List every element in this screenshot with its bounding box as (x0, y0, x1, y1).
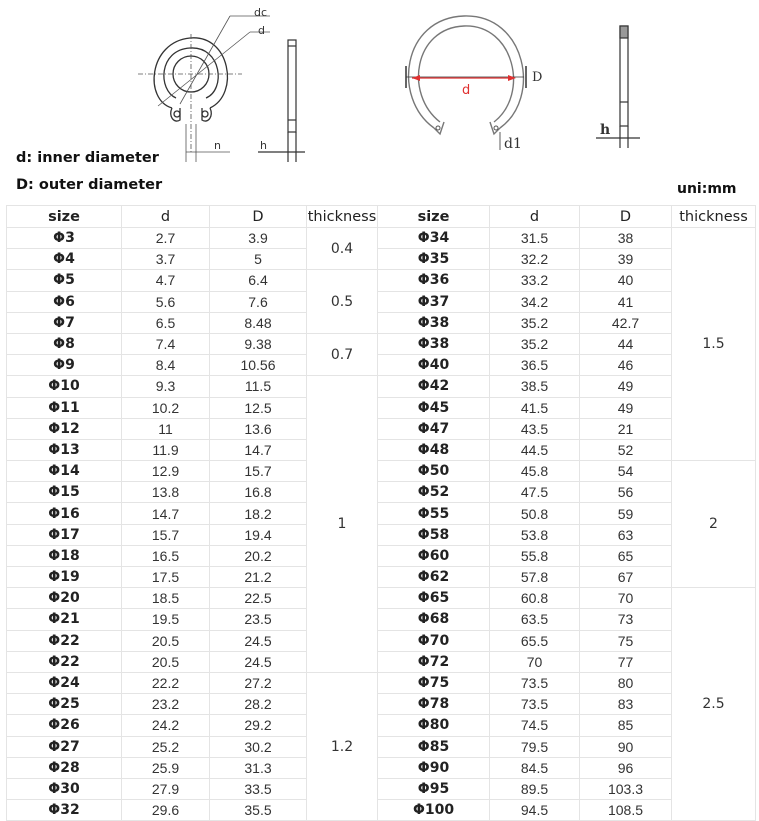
thickness-cell: 2.5 (672, 588, 756, 821)
size-cell: Φ16 (7, 503, 122, 524)
inner-diameter-cell: 6.5 (122, 312, 210, 333)
outer-diameter-cell: 75 (580, 630, 672, 651)
ring-diameter-diagram (396, 8, 566, 156)
size-cell: Φ21 (7, 609, 122, 630)
outer-diameter-cell: 63 (580, 524, 672, 545)
table-row (7, 461, 756, 482)
table-row (7, 228, 756, 249)
inner-diameter-cell: 38.5 (490, 376, 580, 397)
outer-diameter-cell: 33.5 (210, 778, 307, 799)
thickness-cell: 2 (672, 461, 756, 588)
outer-diameter-cell: 49 (580, 376, 672, 397)
inner-diameter-cell: 63.5 (490, 609, 580, 630)
thickness-cell: 1 (307, 376, 378, 673)
unit-label: uni:mm (677, 181, 737, 197)
inner-diameter-cell: 50.8 (490, 503, 580, 524)
header-size: size (7, 206, 122, 228)
outer-diameter-cell: 21 (580, 418, 672, 439)
table-row (7, 482, 756, 503)
header-inner-diameter: d (122, 206, 210, 228)
outer-diameter-cell: 3.9 (210, 228, 307, 249)
inner-diameter-cell: 11 (122, 418, 210, 439)
inner-diameter-cell: 14.7 (122, 503, 210, 524)
table-row (7, 630, 756, 651)
size-cell: Φ32 (7, 800, 122, 821)
inner-diameter-cell: 74.5 (490, 715, 580, 736)
size-cell: Φ72 (378, 651, 490, 672)
size-cell: Φ27 (7, 736, 122, 757)
size-cell: Φ10 (7, 376, 122, 397)
inner-diameter-cell: 25.2 (122, 736, 210, 757)
table-row (7, 588, 756, 609)
inner-diameter-cell: 33.2 (490, 270, 580, 291)
thickness-cell: 0.4 (307, 228, 378, 270)
outer-diameter-cell: 73 (580, 609, 672, 630)
outer-diameter-cell: 22.5 (210, 588, 307, 609)
outer-diameter-cell: 52 (580, 439, 672, 460)
table-row (7, 333, 756, 354)
outer-diameter-cell: 108.5 (580, 800, 672, 821)
size-cell: Φ11 (7, 397, 122, 418)
outer-diameter-cell: 7.6 (210, 291, 307, 312)
outer-diameter-cell: 56 (580, 482, 672, 503)
size-cell: Φ8 (7, 333, 122, 354)
label-n: n (214, 139, 221, 152)
size-cell: Φ80 (378, 715, 490, 736)
outer-diameter-cell: 70 (580, 588, 672, 609)
ring-thickness-diagram (596, 22, 646, 152)
inner-diameter-cell: 17.5 (122, 567, 210, 588)
inner-diameter-cell: 32.2 (490, 249, 580, 270)
size-cell: Φ75 (378, 672, 490, 693)
size-cell: Φ12 (7, 418, 122, 439)
outer-diameter-cell: 23.5 (210, 609, 307, 630)
outer-diameter-cell: 46 (580, 355, 672, 376)
table-row (7, 694, 756, 715)
size-cell: Φ18 (7, 545, 122, 566)
size-cell: Φ26 (7, 715, 122, 736)
table-row (7, 545, 756, 566)
outer-diameter-cell: 10.56 (210, 355, 307, 376)
outer-diameter-cell: 9.38 (210, 333, 307, 354)
outer-diameter-cell: 39 (580, 249, 672, 270)
size-cell: Φ14 (7, 461, 122, 482)
outer-diameter-cell: 12.5 (210, 397, 307, 418)
outer-diameter-cell: 13.6 (210, 418, 307, 439)
size-cell: Φ30 (7, 778, 122, 799)
size-cell: Φ17 (7, 524, 122, 545)
inner-diameter-cell: 31.5 (490, 228, 580, 249)
outer-diameter-cell: 44 (580, 333, 672, 354)
inner-diameter-cell: 47.5 (490, 482, 580, 503)
inner-diameter-cell: 73.5 (490, 672, 580, 693)
size-cell: Φ22 (7, 630, 122, 651)
size-cell: Φ100 (378, 800, 490, 821)
table-row (7, 270, 756, 291)
outer-diameter-cell: 41 (580, 291, 672, 312)
table-row (7, 397, 756, 418)
outer-diameter-cell: 67 (580, 567, 672, 588)
size-cell: Φ15 (7, 482, 122, 503)
table-row (7, 609, 756, 630)
outer-diameter-cell: 29.2 (210, 715, 307, 736)
size-cell: Φ20 (7, 588, 122, 609)
inner-diameter-cell: 25.9 (122, 757, 210, 778)
size-cell: Φ50 (378, 461, 490, 482)
inner-diameter-cell: 23.2 (122, 694, 210, 715)
table-row (7, 736, 756, 757)
thickness-cell: 0.7 (307, 333, 378, 375)
inner-diameter-cell: 84.5 (490, 757, 580, 778)
size-cell: Φ25 (7, 694, 122, 715)
outer-diameter-cell: 35.5 (210, 800, 307, 821)
size-cell: Φ36 (378, 270, 490, 291)
size-cell: Φ40 (378, 355, 490, 376)
inner-diameter-cell: 13.8 (122, 482, 210, 503)
table-row (7, 567, 756, 588)
outer-diameter-cell: 21.2 (210, 567, 307, 588)
header-outer-diameter: D (580, 206, 672, 228)
size-cell: Φ45 (378, 397, 490, 418)
inner-diameter-cell: 41.5 (490, 397, 580, 418)
inner-diameter-cell: 19.5 (122, 609, 210, 630)
inner-diameter-cell: 35.2 (490, 312, 580, 333)
size-cell: Φ48 (378, 439, 490, 460)
size-cell: Φ9 (7, 355, 122, 376)
inner-diameter-cell: 24.2 (122, 715, 210, 736)
outer-diameter-cell: 5 (210, 249, 307, 270)
outer-diameter-cell: 40 (580, 270, 672, 291)
outer-diameter-cell: 24.5 (210, 651, 307, 672)
label-d-red: d (462, 83, 471, 98)
label-h-left: h (260, 139, 267, 152)
outer-diameter-cell: 24.5 (210, 630, 307, 651)
outer-diameter-cell: 14.7 (210, 439, 307, 460)
size-cell: Φ24 (7, 672, 122, 693)
inner-diameter-cell: 55.8 (490, 545, 580, 566)
inner-diameter-cell: 79.5 (490, 736, 580, 757)
header-outer-diameter: D (210, 206, 307, 228)
size-cell: Φ85 (378, 736, 490, 757)
table-row (7, 800, 756, 821)
table-row (7, 418, 756, 439)
outer-diameter-cell: 28.2 (210, 694, 307, 715)
inner-diameter-cell: 9.3 (122, 376, 210, 397)
inner-diameter-cell: 45.8 (490, 461, 580, 482)
header-thickness: thickness (307, 206, 378, 228)
inner-diameter-cell: 65.5 (490, 630, 580, 651)
thickness-cell: 1.5 (672, 228, 756, 461)
inner-diameter-cell: 10.2 (122, 397, 210, 418)
inner-diameter-cell: 11.9 (122, 439, 210, 460)
outer-diameter-cell: 15.7 (210, 461, 307, 482)
table-row (7, 524, 756, 545)
inner-diameter-cell: 60.8 (490, 588, 580, 609)
size-cell: Φ19 (7, 567, 122, 588)
size-cell: Φ60 (378, 545, 490, 566)
inner-diameter-cell: 15.7 (122, 524, 210, 545)
size-cell: Φ55 (378, 503, 490, 524)
inner-diameter-cell: 70 (490, 651, 580, 672)
table-row (7, 503, 756, 524)
inner-diameter-cell: 3.7 (122, 249, 210, 270)
size-cell: Φ6 (7, 291, 122, 312)
outer-diameter-cell: 103.3 (580, 778, 672, 799)
label-D: D (532, 70, 543, 85)
size-cell: Φ78 (378, 694, 490, 715)
inner-diameter-cell: 35.2 (490, 333, 580, 354)
outer-diameter-cell: 90 (580, 736, 672, 757)
size-cell: Φ58 (378, 524, 490, 545)
size-cell: Φ70 (378, 630, 490, 651)
inner-diameter-cell: 20.5 (122, 630, 210, 651)
size-cell: Φ37 (378, 291, 490, 312)
size-cell: Φ28 (7, 757, 122, 778)
size-cell: Φ38 (378, 333, 490, 354)
inner-diameter-cell: 16.5 (122, 545, 210, 566)
outer-diameter-cell: 65 (580, 545, 672, 566)
outer-diameter-cell: 6.4 (210, 270, 307, 291)
outer-diameter-cell: 16.8 (210, 482, 307, 503)
outer-diameter-cell: 27.2 (210, 672, 307, 693)
table-row (7, 439, 756, 460)
size-cell: Φ22 (7, 651, 122, 672)
size-cell: Φ3 (7, 228, 122, 249)
header-thickness: thickness (672, 206, 756, 228)
inner-diameter-cell: 94.5 (490, 800, 580, 821)
inner-diameter-cell: 44.5 (490, 439, 580, 460)
legend-inner-diameter: d: inner diameter (16, 150, 159, 166)
table-row (7, 291, 756, 312)
outer-diameter-cell: 38 (580, 228, 672, 249)
inner-diameter-cell: 43.5 (490, 418, 580, 439)
size-cell: Φ47 (378, 418, 490, 439)
table-header-row (7, 206, 756, 228)
size-cell: Φ68 (378, 609, 490, 630)
ring-front-view-diagram (130, 4, 310, 164)
outer-diameter-cell: 85 (580, 715, 672, 736)
size-cell: Φ13 (7, 439, 122, 460)
legend-outer-diameter: D: outer diameter (16, 177, 163, 193)
outer-diameter-cell: 19.4 (210, 524, 307, 545)
table-row (7, 376, 756, 397)
label-dc: dc (254, 6, 268, 19)
inner-diameter-cell: 34.2 (490, 291, 580, 312)
outer-diameter-cell: 54 (580, 461, 672, 482)
inner-diameter-cell: 20.5 (122, 651, 210, 672)
table-row (7, 715, 756, 736)
outer-diameter-cell: 11.5 (210, 376, 307, 397)
table-row (7, 651, 756, 672)
outer-diameter-cell: 77 (580, 651, 672, 672)
outer-diameter-cell: 30.2 (210, 736, 307, 757)
outer-diameter-cell: 18.2 (210, 503, 307, 524)
inner-diameter-cell: 8.4 (122, 355, 210, 376)
inner-diameter-cell: 2.7 (122, 228, 210, 249)
thickness-cell: 1.2 (307, 672, 378, 820)
header-inner-diameter: d (490, 206, 580, 228)
size-cell: Φ5 (7, 270, 122, 291)
inner-diameter-cell: 57.8 (490, 567, 580, 588)
table-row (7, 312, 756, 333)
outer-diameter-cell: 59 (580, 503, 672, 524)
table-row (7, 778, 756, 799)
inner-diameter-cell: 4.7 (122, 270, 210, 291)
size-cell: Φ7 (7, 312, 122, 333)
label-d1: d1 (504, 136, 522, 152)
inner-diameter-cell: 73.5 (490, 694, 580, 715)
outer-diameter-cell: 80 (580, 672, 672, 693)
outer-diameter-cell: 31.3 (210, 757, 307, 778)
outer-diameter-cell: 96 (580, 757, 672, 778)
size-cell: Φ42 (378, 376, 490, 397)
label-d-left: d (258, 24, 265, 37)
size-cell: Φ65 (378, 588, 490, 609)
inner-diameter-cell: 53.8 (490, 524, 580, 545)
header-size: size (378, 206, 490, 228)
outer-diameter-cell: 49 (580, 397, 672, 418)
inner-diameter-cell: 89.5 (490, 778, 580, 799)
size-cell: Φ95 (378, 778, 490, 799)
size-cell: Φ34 (378, 228, 490, 249)
table-row (7, 249, 756, 270)
thickness-cell: 0.5 (307, 270, 378, 334)
table-row (7, 672, 756, 693)
outer-diameter-cell: 42.7 (580, 312, 672, 333)
inner-diameter-cell: 29.6 (122, 800, 210, 821)
outer-diameter-cell: 20.2 (210, 545, 307, 566)
table-row (7, 757, 756, 778)
inner-diameter-cell: 22.2 (122, 672, 210, 693)
inner-diameter-cell: 5.6 (122, 291, 210, 312)
size-cell: Φ35 (378, 249, 490, 270)
size-cell: Φ4 (7, 249, 122, 270)
size-cell: Φ62 (378, 567, 490, 588)
label-h-right: h (600, 122, 611, 138)
size-cell: Φ38 (378, 312, 490, 333)
inner-diameter-cell: 36.5 (490, 355, 580, 376)
table-row (7, 355, 756, 376)
size-cell: Φ90 (378, 757, 490, 778)
inner-diameter-cell: 12.9 (122, 461, 210, 482)
inner-diameter-cell: 27.9 (122, 778, 210, 799)
inner-diameter-cell: 18.5 (122, 588, 210, 609)
size-cell: Φ52 (378, 482, 490, 503)
inner-diameter-cell: 7.4 (122, 333, 210, 354)
outer-diameter-cell: 8.48 (210, 312, 307, 333)
outer-diameter-cell: 83 (580, 694, 672, 715)
size-spec-table (6, 205, 756, 821)
